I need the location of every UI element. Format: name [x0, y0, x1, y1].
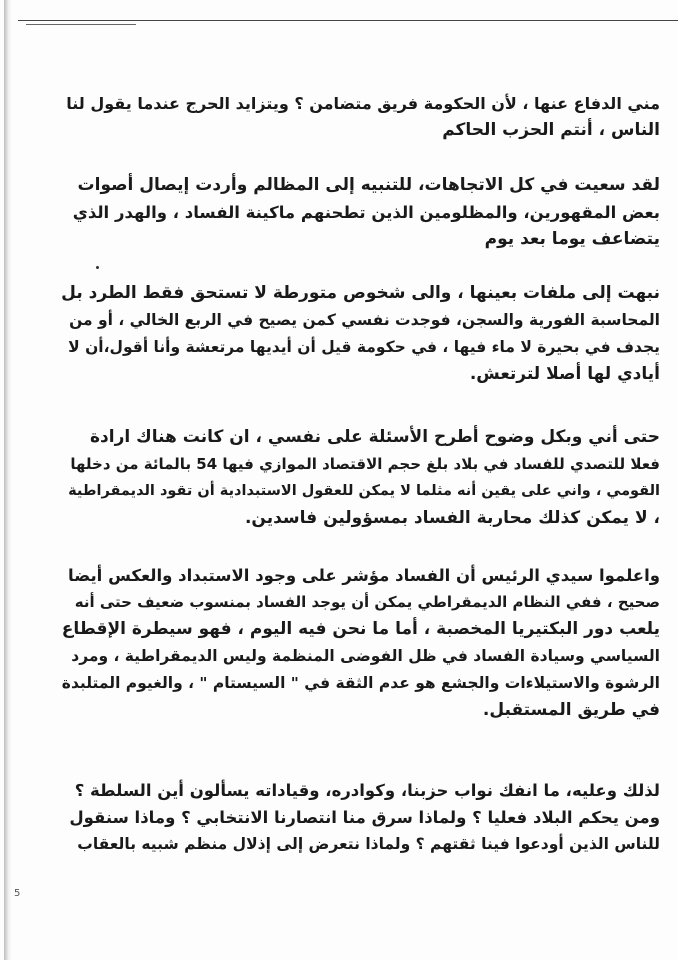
paragraph-line: مني الدفاع عنها ، لأن الحكومة فريق متضامن ؟ ويتزايد الحرج عندما يقول لنا [66, 94, 660, 113]
paragraph-line: يتضاعف يوما بعد يوم [484, 229, 660, 249]
header-rule-short [26, 24, 136, 25]
paragraph-line: أيادي لها أصلا لترتعش. [469, 364, 660, 384]
paragraph-2 [60, 172, 660, 253]
page-number: 5 [14, 888, 21, 899]
paragraph-line: للناس الذين أودعوا فينا ثقتهم ؟ ولماذا نتعرض إلى إذلال منظم شبيه بالعقاب [77, 835, 660, 853]
paragraph-line: لذلك وعليه، ما انفك نواب حزبنا، وكوادره، وقياداته يسألون أين السلطة ؟ [74, 781, 660, 800]
paragraph-5 [60, 562, 660, 724]
header-rule [18, 20, 678, 21]
paragraph-1 [60, 90, 660, 144]
paragraph-line: نبهت إلى ملفات بعينها ، والى شخوص متورطة لا تستحق فقط الطرد بل [61, 283, 660, 303]
paragraph-line: فعلا للتصدي للفساد في بلاد بلغ حجم الاقتصاد الموازي فيها 54 بالمائة من دخلها [70, 455, 660, 473]
paragraph-4 [60, 424, 660, 532]
paragraph-line: المحاسبة الفورية والسجن، فوجدت نفسي كمن يصيح في الربع الخالي ، أو من [69, 311, 660, 329]
paragraph-line: الناس ، أنتم الحزب الحاكم [442, 120, 660, 140]
paragraph-line: صحيح ، ففي النظام الديمقراطي يمكن أن يوجد الفساد بمنسوب ضعيف حتى أنه [74, 593, 660, 611]
paragraph-3 [60, 280, 660, 388]
paragraph-line: يجدف في بحيرة لا ماء فيها ، في حكومة قيل أن أيديها مرتعشة وأنا أقول،أن لا [68, 338, 660, 356]
scan-edge-shadow [4, 0, 12, 960]
paragraph-line: يلعب دور البكتيريا المخصبة ، أما ما نحن فيه اليوم ، فهو سيطرة الإقطاع [61, 619, 660, 639]
paragraph-line: واعلموا سيدي الرئيس أن الفساد مؤشر على وجود الاستبداد والعكس أيضا [68, 566, 660, 585]
paragraph-line: ، لا يمكن كذلك محاربة الفساد بمسؤولين فاسدين. [244, 508, 660, 528]
scan-speck [96, 266, 99, 269]
paragraph-line: في طريق المستقبل. [482, 700, 660, 720]
paragraph-line: ومن يحكم البلاد فعليا ؟ ولماذا سرق منا انتصارنا الانتخابي ؟ وماذا سنقول [69, 808, 660, 827]
paragraph-line: حتى أني وبكل وضوح أطرح الأسئلة على نفسي ، ان كانت هناك ارادة [90, 427, 660, 447]
paragraph-line: الرشوة والاستيلاءات والجشع هو عدم الثقة في " السيستام " ، والغيوم المتلبدة [61, 674, 660, 692]
paragraph-6 [60, 777, 660, 858]
paragraph-line: لقد سعيت في كل الاتجاهات، للتنبيه إلى المظالم وأردت إيصال أصوات [77, 175, 660, 195]
paragraph-line: السياسي وسيادة الفساد في ظل الفوضى المنظمة وليس الديمقراطية ، ومرد [71, 647, 660, 665]
paragraph-line: القومي ، واني على يقين أنه مثلما لا يمكن للعقول الاستبدادية أن تقود الديمقراطية [68, 483, 660, 499]
paragraph-line: بعض المقهورين، والمظلومين الذين تطحنهم ماكينة الفساد ، والهدر الذي [72, 203, 660, 222]
